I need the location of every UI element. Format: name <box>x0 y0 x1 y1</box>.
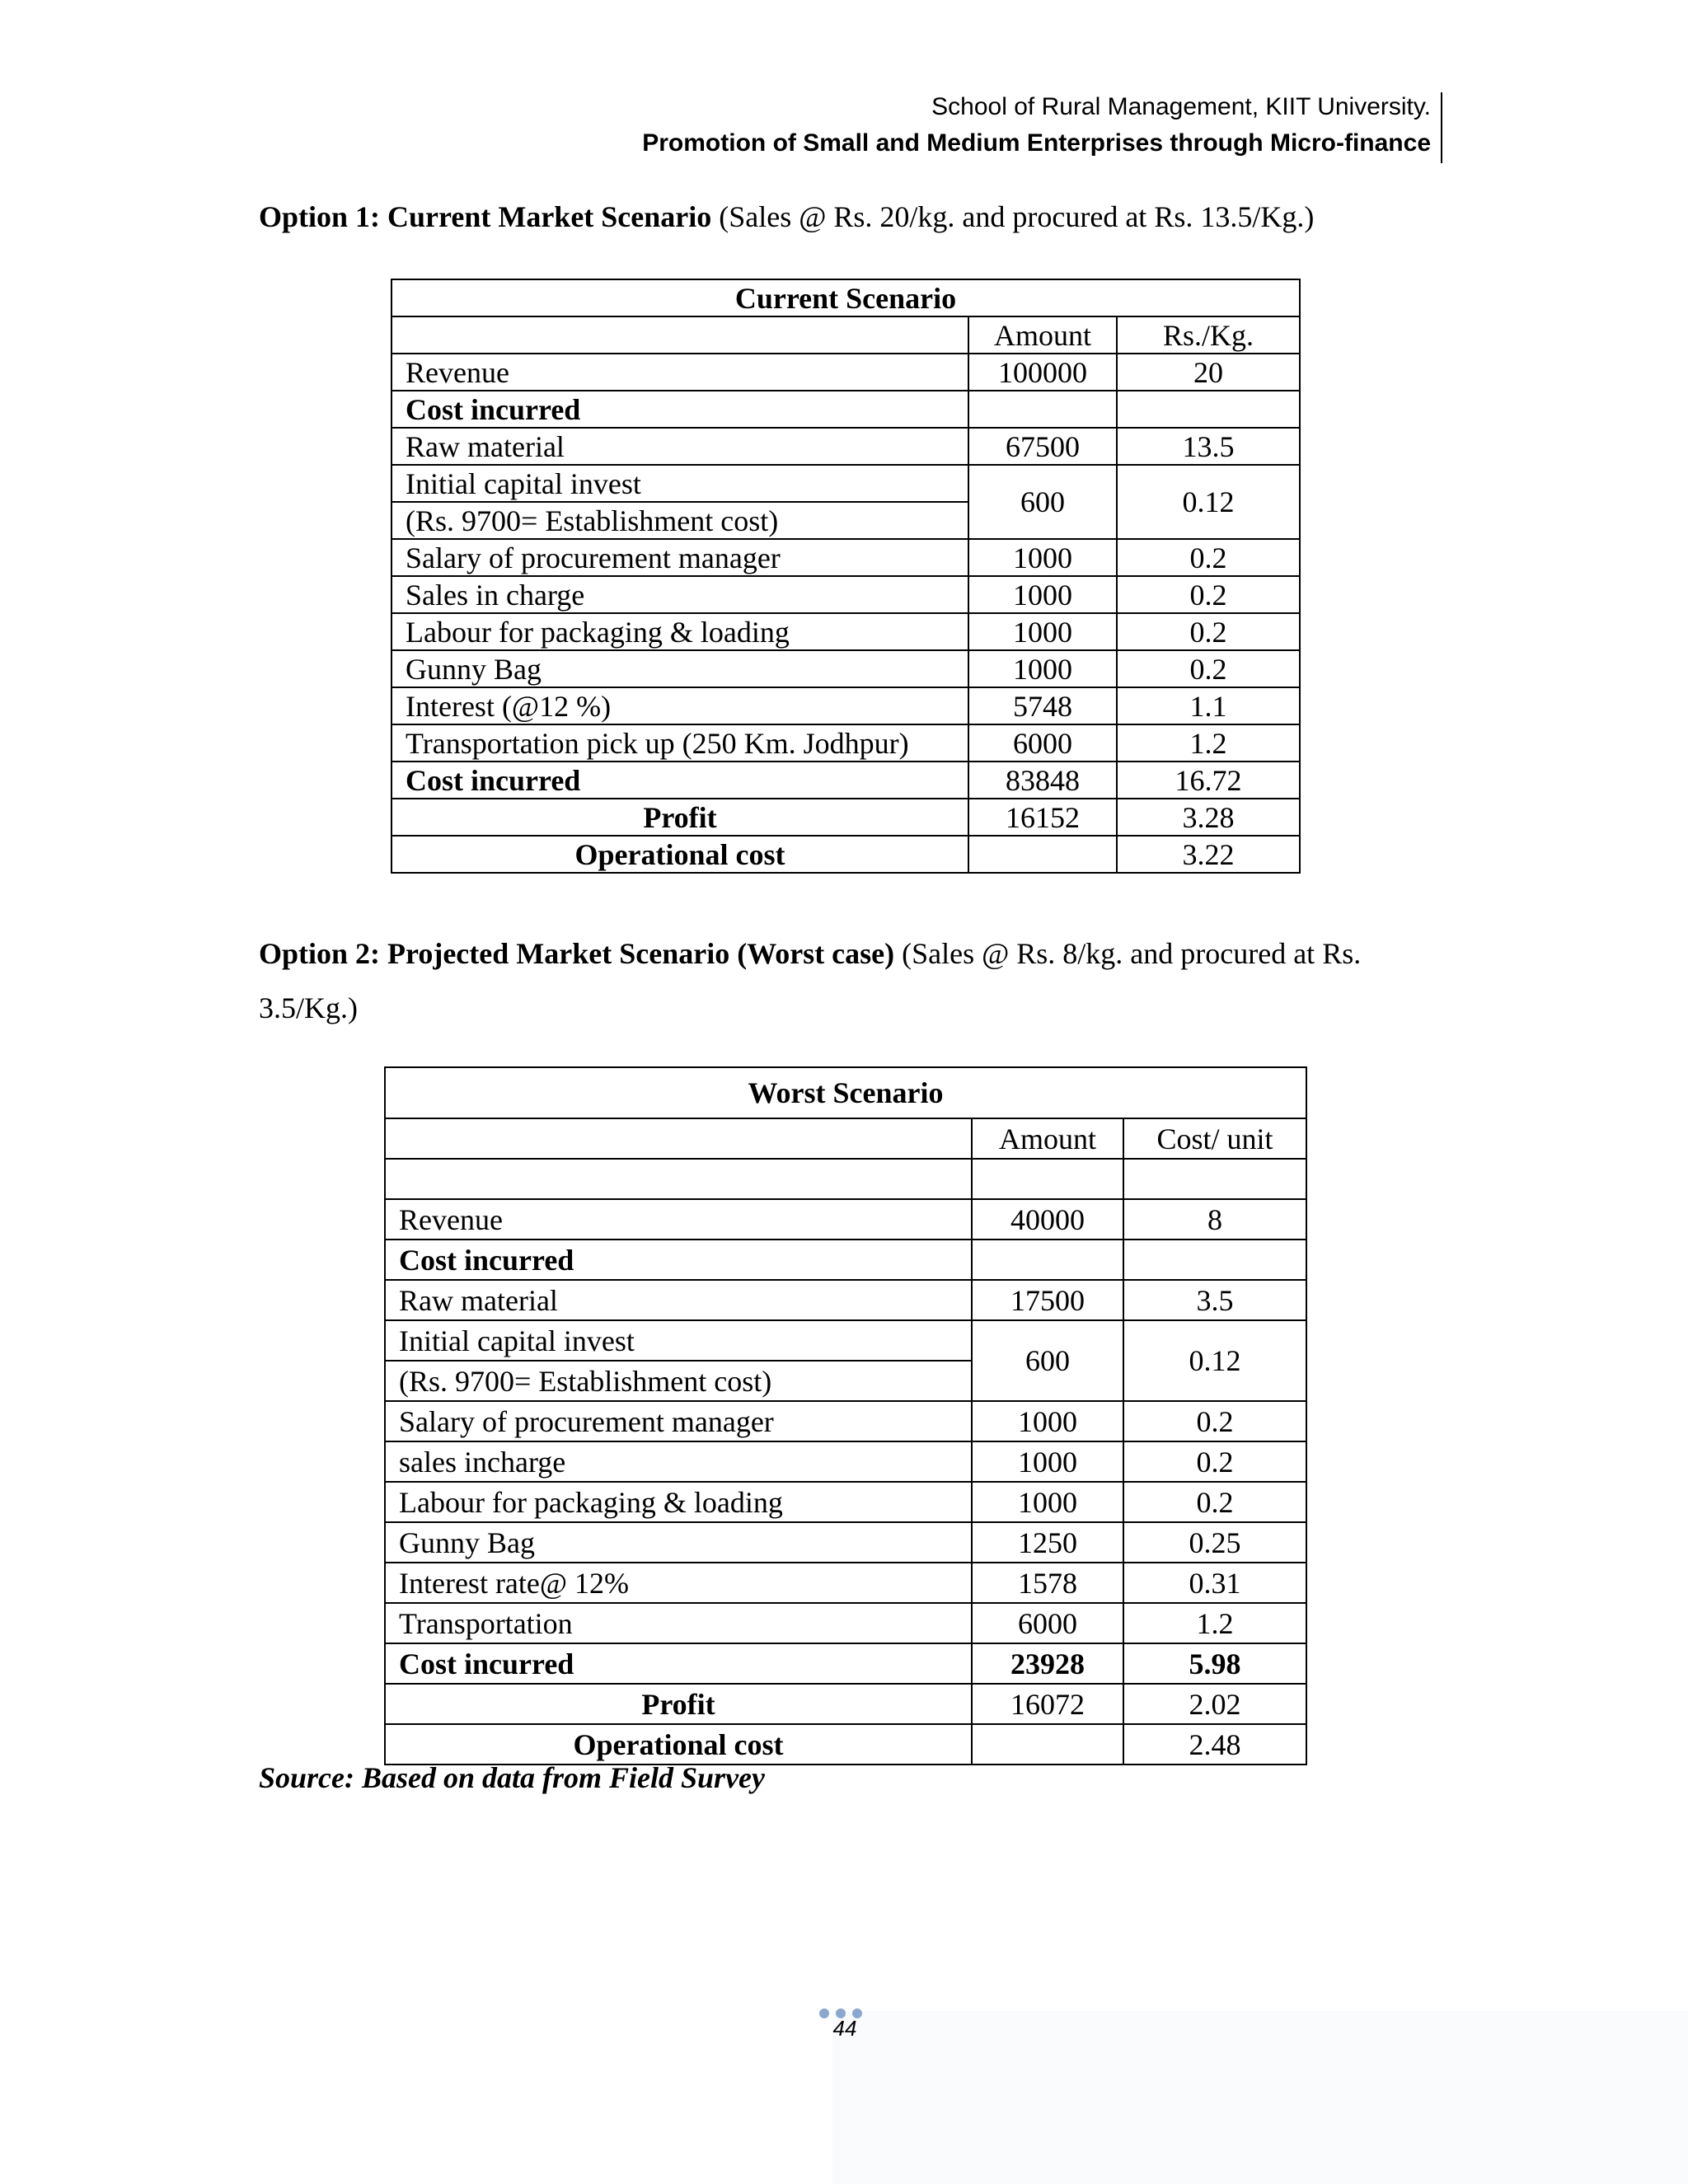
row-amount: 1000 <box>972 1441 1123 1482</box>
row-label: Profit <box>385 1684 972 1724</box>
table-header-row <box>392 316 1300 354</box>
row-amount: 1000 <box>972 1401 1123 1441</box>
row-label: Labour for packaging & loading <box>385 1482 972 1522</box>
row-amount: 600 <box>968 465 1117 539</box>
table-row <box>385 1603 1306 1643</box>
table-row <box>392 391 1300 428</box>
row-unit: 0.2 <box>1117 650 1300 687</box>
row-label: Gunny Bag <box>392 650 968 687</box>
table-row <box>385 1522 1306 1563</box>
option2-heading <box>259 926 1446 1035</box>
row-unit: 3.22 <box>1117 836 1300 873</box>
row-unit: 0.31 <box>1123 1563 1306 1603</box>
running-header <box>642 89 1431 162</box>
row-amount: 16072 <box>972 1684 1123 1724</box>
table-header-row <box>385 1118 1306 1159</box>
row-label: Revenue <box>385 1199 972 1240</box>
row-label: Labour for packaging & loading <box>392 613 968 650</box>
option1-description: (Sales @ Rs. 20/kg. and procured at Rs. 13.5/Kg.) <box>711 200 1315 233</box>
empty-cell <box>972 1159 1123 1199</box>
row-label: Interest rate@ 12% <box>385 1563 972 1603</box>
row-unit: 1.1 <box>1117 687 1300 724</box>
table-row <box>385 1401 1306 1441</box>
column-header-amount: Amount <box>968 316 1117 354</box>
table-row <box>392 613 1300 650</box>
row-amount <box>968 391 1117 428</box>
row-unit: 0.12 <box>1117 465 1300 539</box>
table-row <box>385 1320 1306 1361</box>
row-unit: 3.5 <box>1123 1280 1306 1320</box>
table-row-operational-cost <box>392 836 1300 873</box>
table-row-total <box>385 1643 1306 1684</box>
row-label: Transportation pick up (250 Km. Jodhpur) <box>392 724 968 762</box>
table-row <box>385 1240 1306 1280</box>
row-unit: 0.2 <box>1123 1401 1306 1441</box>
row-amount <box>972 1724 1123 1765</box>
row-unit: 13.5 <box>1117 428 1300 465</box>
column-header-amount: Amount <box>972 1118 1123 1159</box>
row-amount: 1000 <box>968 539 1117 576</box>
row-label: Cost incurred <box>392 762 968 799</box>
row-amount: 40000 <box>972 1199 1123 1240</box>
row-unit: 5.98 <box>1123 1643 1306 1684</box>
table-title: Worst Scenario <box>385 1067 1306 1118</box>
row-label: Revenue <box>392 354 968 391</box>
row-label: Cost incurred <box>392 391 968 428</box>
header-institution: School of Rural Management, KIIT University. <box>931 93 1431 120</box>
table-row <box>392 354 1300 391</box>
row-label: Initial capital invest <box>385 1320 972 1361</box>
source-note: Source: Based on data from Field Survey <box>259 1761 766 1794</box>
table-row <box>385 1563 1306 1603</box>
option1-heading <box>259 190 1446 244</box>
row-unit <box>1117 391 1300 428</box>
row-label: Operational cost <box>385 1724 972 1765</box>
row-label: Gunny Bag <box>385 1522 972 1563</box>
table-row <box>392 724 1300 762</box>
option1-title: Option 1: Current Market Scenario <box>259 200 712 233</box>
table-row <box>385 1199 1306 1240</box>
current-scenario-table <box>391 279 1301 874</box>
table-row <box>392 650 1300 687</box>
row-unit: 8 <box>1123 1199 1306 1240</box>
row-label: Raw material <box>392 428 968 465</box>
row-amount <box>972 1240 1123 1280</box>
row-unit: 0.12 <box>1123 1320 1306 1401</box>
row-amount: 600 <box>972 1320 1123 1401</box>
row-unit: 1.2 <box>1123 1603 1306 1643</box>
table-row-operational-cost <box>385 1724 1306 1765</box>
row-label: Profit <box>392 799 968 836</box>
row-unit: 0.2 <box>1117 539 1300 576</box>
column-header-unit: Rs./Kg. <box>1117 316 1300 354</box>
row-label: Salary of procurement manager <box>392 539 968 576</box>
row-label: Operational cost <box>392 836 968 873</box>
table-row <box>392 687 1300 724</box>
row-amount: 17500 <box>972 1280 1123 1320</box>
row-amount: 67500 <box>968 428 1117 465</box>
table-row-profit <box>385 1684 1306 1724</box>
row-unit: 2.02 <box>1123 1684 1306 1724</box>
table-row <box>385 1482 1306 1522</box>
row-unit: 0.2 <box>1117 613 1300 650</box>
header-divider <box>1441 92 1442 163</box>
row-amount: 5748 <box>968 687 1117 724</box>
row-label: Interest (@12 %) <box>392 687 968 724</box>
row-label: Raw material <box>385 1280 972 1320</box>
option2-title: Option 2: Projected Market Scenario (Worst case) <box>259 937 895 970</box>
row-unit <box>1123 1240 1306 1280</box>
row-amount: 1000 <box>968 613 1117 650</box>
table-row <box>392 539 1300 576</box>
table-title: Current Scenario <box>392 279 1300 316</box>
row-amount: 100000 <box>968 354 1117 391</box>
row-unit: 0.2 <box>1123 1482 1306 1522</box>
row-label-note: (Rs. 9700= Establishment cost) <box>385 1361 972 1401</box>
table-row-total <box>392 762 1300 799</box>
page-number: 44 <box>832 2016 857 2041</box>
row-label: Sales in charge <box>392 576 968 613</box>
row-amount: 1000 <box>968 650 1117 687</box>
row-unit: 0.25 <box>1123 1522 1306 1563</box>
table-title-row <box>385 1067 1306 1118</box>
row-label: Transportation <box>385 1603 972 1643</box>
row-unit: 20 <box>1117 354 1300 391</box>
table-row <box>392 576 1300 613</box>
worst-scenario-table <box>384 1066 1307 1765</box>
table-row <box>392 465 1300 502</box>
row-label-note: (Rs. 9700= Establishment cost) <box>392 502 968 539</box>
table-row <box>385 1280 1306 1320</box>
row-amount: 83848 <box>968 762 1117 799</box>
header-document-title: Promotion of Small and Medium Enterprises through Micro-finance <box>642 129 1431 157</box>
row-unit: 0.2 <box>1117 576 1300 613</box>
row-amount <box>968 836 1117 873</box>
row-amount: 1000 <box>972 1482 1123 1522</box>
header-cell-empty <box>392 316 968 354</box>
row-unit: 0.2 <box>1123 1441 1306 1482</box>
row-label: sales incharge <box>385 1441 972 1482</box>
row-amount: 16152 <box>968 799 1117 836</box>
row-label: Salary of procurement manager <box>385 1401 972 1441</box>
row-label: Cost incurred <box>385 1643 972 1684</box>
row-amount: 1000 <box>968 576 1117 613</box>
option2-description: (Sales @ Rs. 8/kg. and procured at Rs. 3.5/Kg.) <box>259 937 1362 1024</box>
page-corner-shade <box>832 2011 1688 2184</box>
header-cell-empty <box>385 1118 972 1159</box>
row-unit: 2.48 <box>1123 1724 1306 1765</box>
row-unit: 1.2 <box>1117 724 1300 762</box>
row-amount: 6000 <box>972 1603 1123 1643</box>
table-row <box>392 428 1300 465</box>
table-row-empty <box>385 1159 1306 1199</box>
row-amount: 1578 <box>972 1563 1123 1603</box>
empty-cell <box>385 1159 972 1199</box>
table-title-row <box>392 279 1300 316</box>
empty-cell <box>1123 1159 1306 1199</box>
row-amount: 6000 <box>968 724 1117 762</box>
row-amount: 23928 <box>972 1643 1123 1684</box>
row-label: Cost incurred <box>385 1240 972 1280</box>
row-unit: 16.72 <box>1117 762 1300 799</box>
table-row-profit <box>392 799 1300 836</box>
row-label: Initial capital invest <box>392 465 968 502</box>
row-amount: 1250 <box>972 1522 1123 1563</box>
row-unit: 3.28 <box>1117 799 1300 836</box>
column-header-unit: Cost/ unit <box>1123 1118 1306 1159</box>
table-row <box>385 1441 1306 1482</box>
